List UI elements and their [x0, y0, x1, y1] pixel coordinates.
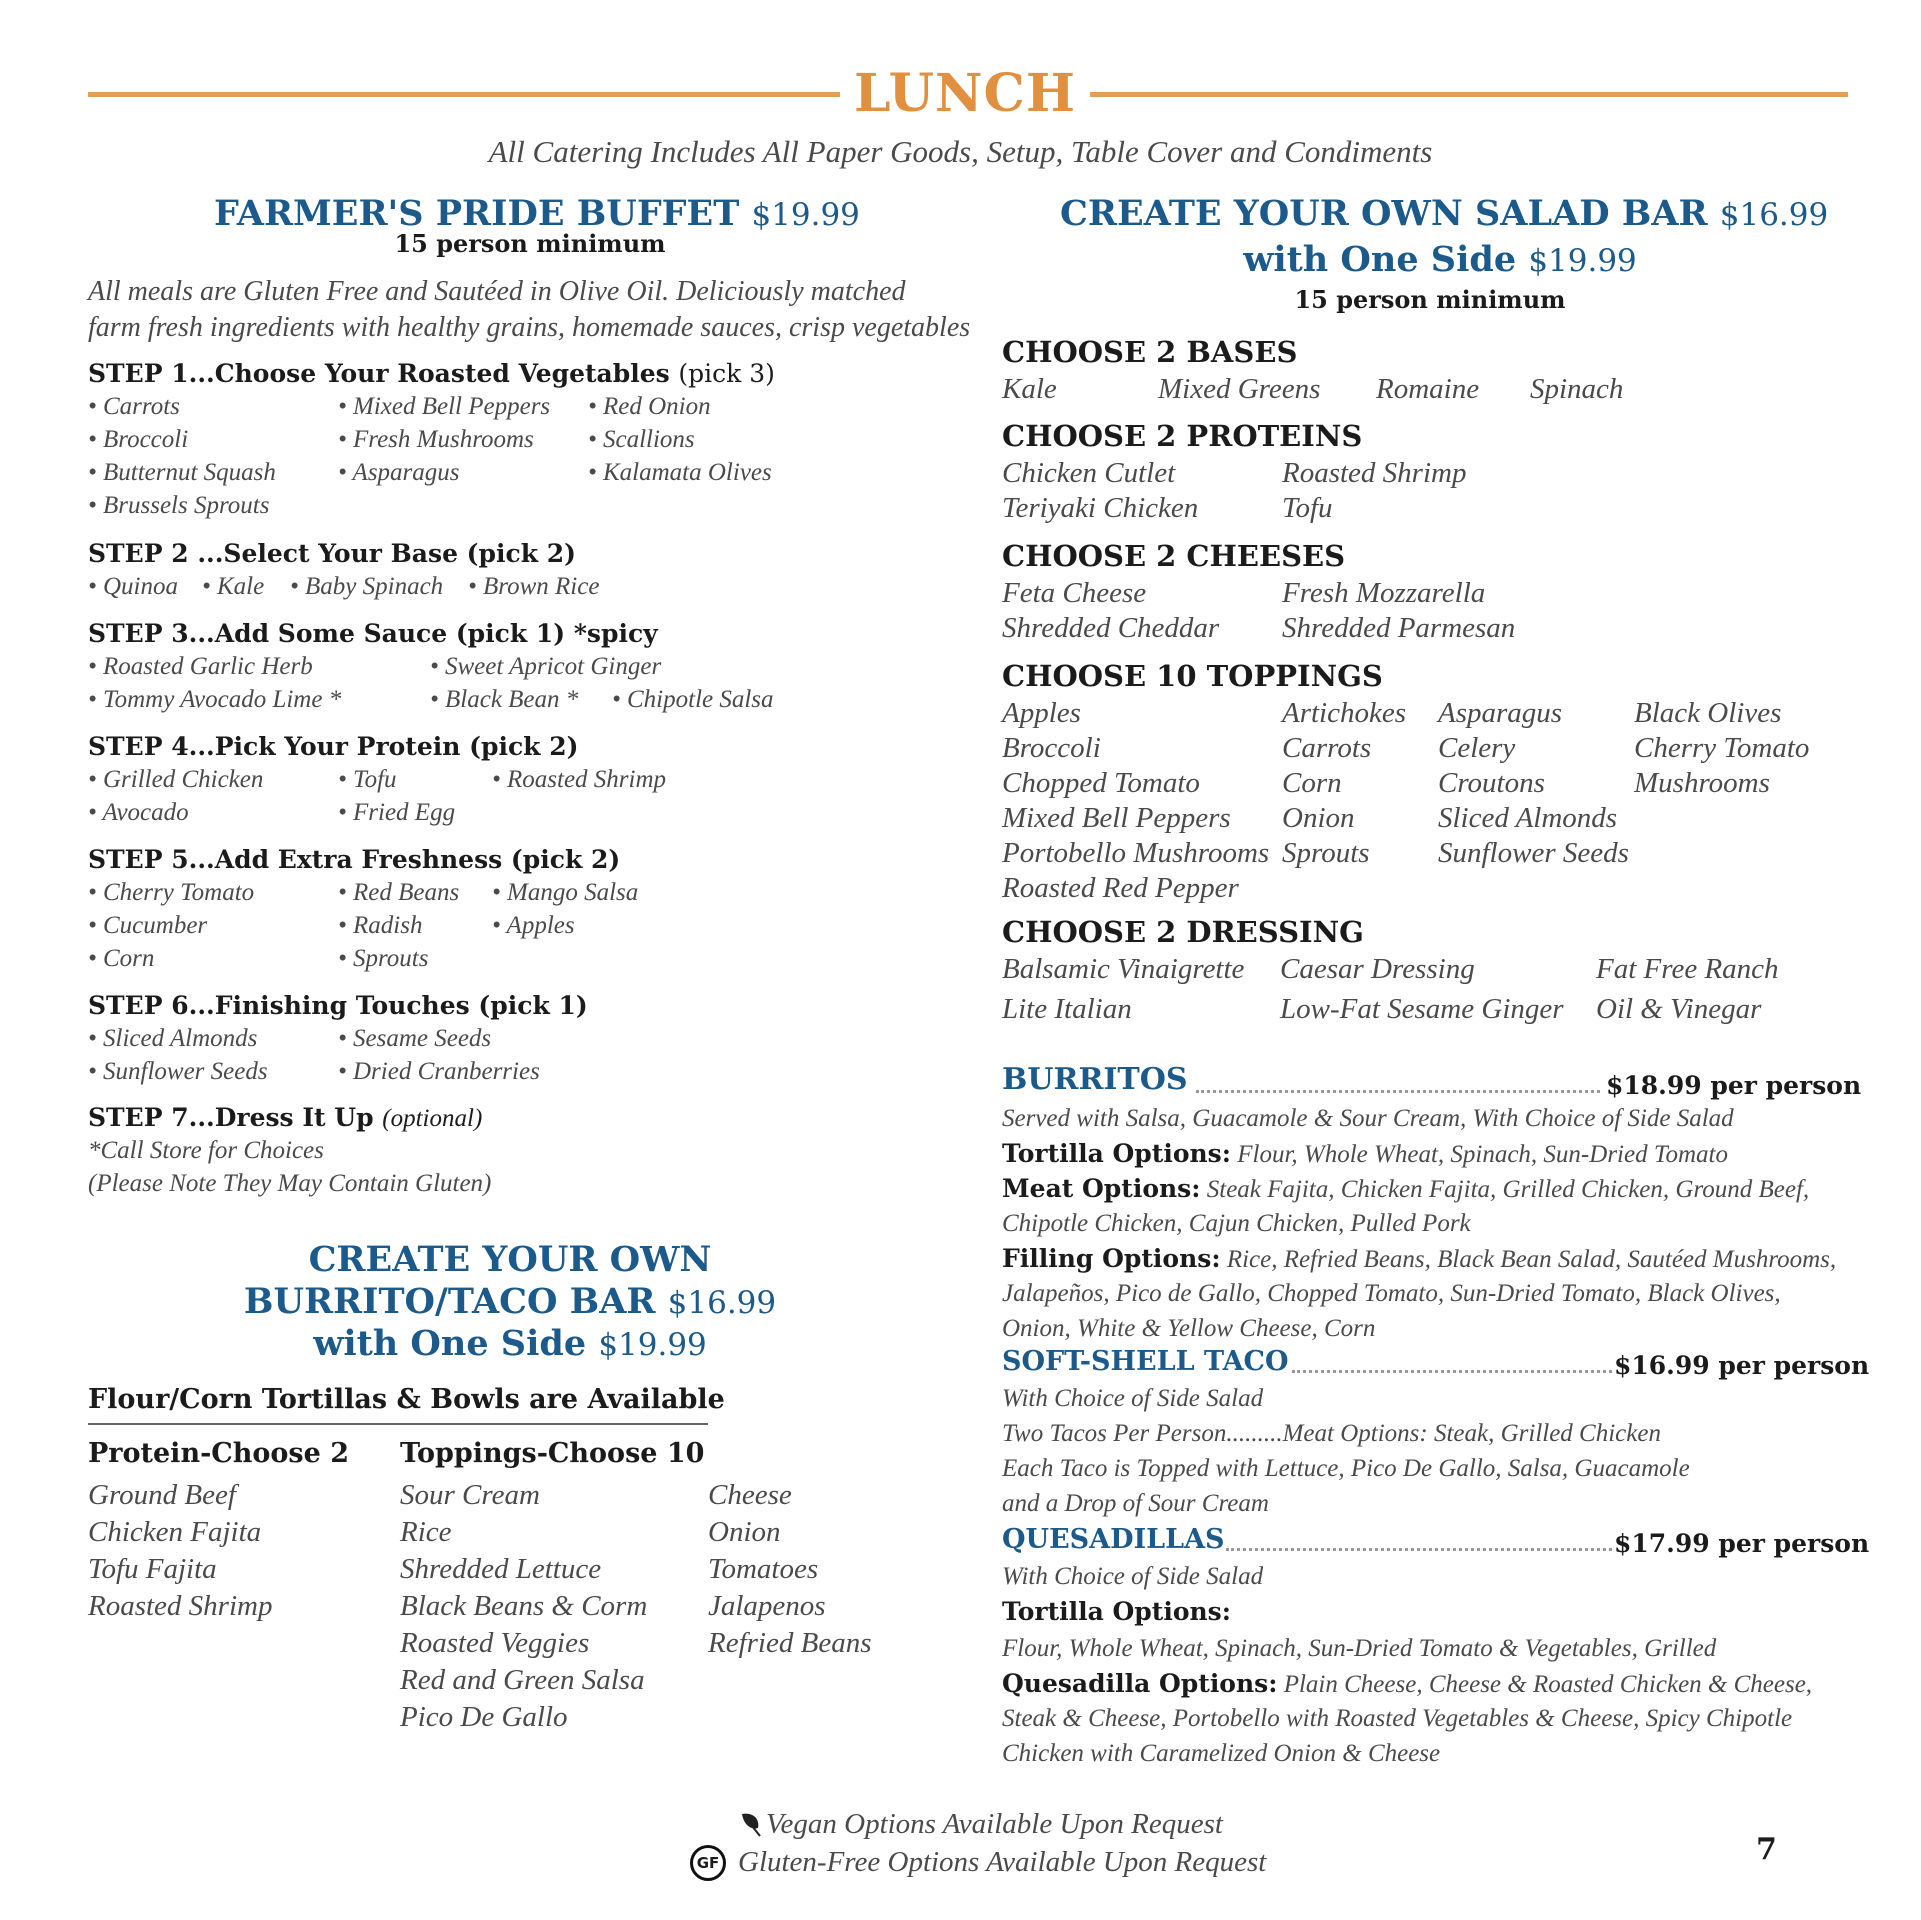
- quesadillas-options: [1002, 1667, 1812, 1702]
- burrito-bar-price: $16.99: [667, 1285, 777, 1321]
- burritos-served: Served with Salsa, Guacamole & Sour Cream, With Choice of Side Salad: [1002, 1105, 1734, 1132]
- page-subtitle: All Catering Includes All Paper Goods, Setup, Table Cover and Condiments: [488, 134, 1433, 169]
- quesadillas-name: QUESADILLAS: [1002, 1524, 1225, 1555]
- list-item: Romaine: [1376, 373, 1480, 405]
- list-item: *Call Store for Choices: [88, 1137, 324, 1164]
- list-item: Feta Cheese: [1002, 577, 1147, 609]
- taco-leader: [1292, 1370, 1612, 1373]
- list-item: • Black Bean *: [430, 686, 579, 713]
- list-item: Balsamic Vinaigrette: [1002, 953, 1245, 985]
- list-item: • Asparagus: [338, 459, 460, 486]
- list-item: Sliced Almonds: [1438, 802, 1618, 834]
- list-item: Tomatoes: [708, 1553, 819, 1585]
- list-item: • Sprouts: [338, 945, 429, 972]
- list-item: Chicken Fajita: [88, 1516, 262, 1548]
- quesadillas-options-3: Chicken with Caramelized Onion & Cheese: [1002, 1740, 1441, 1767]
- list-item: Teriyaki Chicken: [1002, 492, 1199, 524]
- list-item: Shredded Cheddar: [1002, 612, 1220, 644]
- burritos-tortilla: [1002, 1137, 1728, 1172]
- list-item: • Brussels Sprouts: [88, 492, 270, 519]
- leaf-icon: [738, 1810, 764, 1840]
- list-item: Fresh Mozzarella: [1282, 577, 1486, 609]
- quesadillas-options-label: Quesadilla Options:: [1002, 1669, 1278, 1698]
- taco-price: $16.99 per person: [1614, 1351, 1870, 1380]
- list-item: Roasted Shrimp: [88, 1590, 273, 1622]
- quesadillas-options-2: Steak & Cheese, Portobello with Roasted Vegetables & Cheese, Spicy Chipotle: [1002, 1705, 1793, 1732]
- page-number: 7: [1756, 1832, 1777, 1867]
- gluten-free-badge: GF: [690, 1845, 726, 1881]
- burrito-bar-side-price: $19.99: [598, 1327, 707, 1363]
- burritos-filling-value: Rice, Refried Beans, Black Bean Salad, Sautéed Mushrooms,: [1226, 1246, 1837, 1273]
- salad-bar-minimum: 15 person minimum: [1294, 285, 1566, 314]
- burritos-meat: [1002, 1172, 1809, 1207]
- list-item: Chicken Cutlet: [1002, 457, 1176, 489]
- page-title: LUNCH: [853, 63, 1077, 124]
- salad-bar-title: CREATE YOUR OWN SALAD BAR: [1060, 193, 1708, 234]
- farmers-intro-1: All meals are Gluten Free and Sautéed in Olive Oil. Deliciously matched: [88, 276, 906, 307]
- list-item: Jalapenos: [708, 1590, 826, 1622]
- burrito-protein-header: Protein-Choose 2: [88, 1438, 349, 1469]
- burrito-toppings-header: Toppings-Choose 10: [400, 1438, 705, 1469]
- farmers-price: $19.99: [751, 197, 860, 233]
- list-item: Fat Free Ranch: [1596, 953, 1779, 985]
- quesadillas-side: With Choice of Side Salad: [1002, 1563, 1264, 1590]
- list-item: Mixed Greens: [1158, 373, 1321, 405]
- list-item: Corn: [1282, 767, 1342, 799]
- list-item: • Mango Salsa: [492, 879, 639, 906]
- burritos-tortilla-value: Flour, Whole Wheat, Spinach, Sun-Dried Tomato: [1237, 1141, 1728, 1168]
- list-item: • Red Onion: [588, 393, 711, 420]
- list-item: • Cucumber: [88, 912, 208, 939]
- burrito-bar-title-1: CREATE YOUR OWN: [308, 1239, 712, 1280]
- list-item: Croutons: [1438, 767, 1545, 799]
- list-item: Broccoli: [1002, 732, 1101, 764]
- burritos-filling: [1002, 1242, 1836, 1277]
- burritos-name: BURRITOS: [1002, 1062, 1188, 1097]
- list-item: • Tommy Avocado Lime *: [88, 686, 342, 713]
- salad-proteins-header: CHOOSE 2 PROTEINS: [1002, 419, 1363, 453]
- list-item: Rice: [400, 1516, 452, 1548]
- salad-bar-side-price: $19.99: [1528, 243, 1637, 279]
- list-item: • Fried Egg: [338, 799, 456, 826]
- list-item: • Avocado: [88, 799, 189, 826]
- farmers-intro-2: farm fresh ingredients with healthy grains, homemade sauces, crisp vegetables: [88, 312, 971, 343]
- list-item: Roasted Veggies: [400, 1627, 590, 1659]
- list-item: • Grilled Chicken: [88, 766, 264, 793]
- burritos-leader: [1196, 1090, 1600, 1093]
- farmers-minimum: 15 person minimum: [394, 229, 666, 258]
- list-item: Oil & Vinegar: [1596, 993, 1762, 1025]
- step-7-title: [88, 1102, 482, 1135]
- list-item: • Brown Rice: [468, 573, 600, 600]
- list-item: Tofu Fajita: [88, 1553, 217, 1585]
- list-item: Black Olives: [1634, 697, 1782, 729]
- burritos-price: $18.99 per person: [1606, 1071, 1862, 1100]
- list-item: Celery: [1438, 732, 1516, 764]
- taco-name: SOFT-SHELL TACO: [1002, 1346, 1289, 1377]
- list-item: Black Beans & Corm: [400, 1590, 648, 1622]
- list-item: • Scallions: [588, 426, 695, 453]
- list-item: • Apples: [492, 912, 575, 939]
- list-item: Apples: [1002, 697, 1081, 729]
- list-item: Pico De Gallo: [400, 1701, 568, 1733]
- step-3-title: STEP 3...Add Some Sauce (pick 1) *spicy: [88, 619, 658, 648]
- list-item: • Red Beans: [338, 879, 460, 906]
- list-item: Onion: [1282, 802, 1355, 834]
- list-item: • Kale: [202, 573, 265, 600]
- quesadillas-tortilla: Flour, Whole Wheat, Spinach, Sun-Dried Tomato & Vegetables, Grilled: [1002, 1635, 1717, 1662]
- list-item: Red and Green Salsa: [400, 1664, 645, 1696]
- salad-bar-heading: [1060, 192, 1828, 237]
- list-item: Mushrooms: [1634, 767, 1770, 799]
- quesadillas-tortilla-label: [1002, 1595, 1231, 1629]
- list-item: Sour Cream: [400, 1479, 540, 1511]
- list-item: Cheese: [708, 1479, 792, 1511]
- list-item: • Quinoa: [88, 573, 179, 600]
- list-item: Roasted Shrimp: [1282, 457, 1467, 489]
- list-item: Tofu: [1282, 492, 1333, 524]
- burrito-bar-title-2-label: BURRITO/TACO BAR: [243, 1281, 656, 1322]
- list-item: Refried Beans: [708, 1627, 872, 1659]
- taco-line-4: and a Drop of Sour Cream: [1002, 1490, 1269, 1517]
- list-item: • Sesame Seeds: [338, 1025, 492, 1052]
- burrito-bar-side: [90, 1322, 930, 1367]
- burrito-bar-note: Flour/Corn Tortillas & Bowls are Available: [88, 1384, 725, 1415]
- list-item: • Sweet Apricot Ginger: [430, 653, 662, 680]
- farmers-title: FARMER'S PRIDE BUFFET: [214, 193, 740, 234]
- list-item: Portobello Mushrooms: [1002, 837, 1270, 869]
- burritos-meat-2: Chipotle Chicken, Cajun Chicken, Pulled Pork: [1002, 1210, 1471, 1237]
- step-1-title: [88, 358, 775, 390]
- burrito-bar-side-label: with One Side: [313, 1323, 587, 1364]
- list-item: Ground Beef: [88, 1479, 236, 1511]
- header-rule-left: [88, 92, 840, 97]
- salad-bases-header: CHOOSE 2 BASES: [1002, 335, 1298, 369]
- list-item: • Corn: [88, 945, 155, 972]
- list-item: Shredded Parmesan: [1282, 612, 1516, 644]
- list-item: Asparagus: [1438, 697, 1563, 729]
- burritos-meat-label: Meat Options:: [1002, 1174, 1201, 1203]
- step-4-title: STEP 4...Pick Your Protein (pick 2): [88, 732, 579, 761]
- list-item: • Dried Cranberries: [338, 1058, 540, 1085]
- list-item: Caesar Dressing: [1280, 953, 1475, 985]
- burritos-filling-label: Filling Options:: [1002, 1244, 1221, 1273]
- burritos-meat-value: Steak Fajita, Chicken Fajita, Grilled Chicken, Ground Beef,: [1206, 1176, 1810, 1203]
- step-1-note: (pick 3): [678, 359, 775, 388]
- list-item: • Radish: [338, 912, 423, 939]
- burrito-bar-title-2: [90, 1280, 930, 1325]
- list-item: • Roasted Garlic Herb: [88, 653, 313, 680]
- quesadillas-options-value: Plain Cheese, Cheese & Roasted Chicken & Cheese,: [1283, 1671, 1813, 1698]
- taco-line-1: With Choice of Side Salad: [1002, 1385, 1264, 1412]
- list-item: (Please Note They May Contain Gluten): [88, 1170, 492, 1197]
- list-item: • Fresh Mushrooms: [338, 426, 534, 453]
- list-item: Mixed Bell Peppers: [1002, 802, 1231, 834]
- salad-bar-side: [1000, 238, 1880, 283]
- salad-bar-price: $16.99: [1719, 197, 1829, 233]
- step-7-note: (optional): [382, 1105, 483, 1132]
- salad-dressing-header: CHOOSE 2 DRESSING: [1002, 915, 1364, 949]
- step-6-title: STEP 6...Finishing Touches (pick 1): [88, 991, 588, 1020]
- list-item: Carrots: [1282, 732, 1372, 764]
- list-item: Sprouts: [1282, 837, 1370, 869]
- quesadillas-price: $17.99 per person: [1614, 1529, 1870, 1558]
- list-item: • Kalamata Olives: [588, 459, 772, 486]
- list-item: Cherry Tomato: [1634, 732, 1810, 764]
- list-item: • Cherry Tomato: [88, 879, 255, 906]
- taco-line-3: Each Taco is Topped with Lettuce, Pico De Gallo, Salsa, Guacamole: [1002, 1455, 1690, 1482]
- list-item: Sunflower Seeds: [1438, 837, 1629, 869]
- list-item: Artichokes: [1282, 697, 1407, 729]
- list-item: Lite Italian: [1002, 993, 1132, 1025]
- list-item: • Sliced Almonds: [88, 1025, 258, 1052]
- salad-cheeses-header: CHOOSE 2 CHEESES: [1002, 539, 1346, 573]
- list-item: Onion: [708, 1516, 781, 1548]
- step-5-title: STEP 5...Add Extra Freshness (pick 2): [88, 845, 621, 874]
- step-7-label: STEP 7...Dress It Up: [88, 1103, 374, 1132]
- gluten-free-note: Gluten-Free Options Available Upon Request: [738, 1846, 1267, 1878]
- salad-bar-side-label: with One Side: [1243, 239, 1517, 280]
- quesadillas-tortilla-label-text: Tortilla Options:: [1002, 1597, 1231, 1626]
- list-item: • Baby Spinach: [290, 573, 444, 600]
- header-rule-right: [1090, 92, 1848, 97]
- list-item: • Mixed Bell Peppers: [338, 393, 551, 420]
- list-item: Roasted Red Pepper: [1002, 872, 1239, 904]
- list-item: Shredded Lettuce: [400, 1553, 602, 1585]
- burritos-filling-3: Onion, White & Yellow Cheese, Corn: [1002, 1315, 1376, 1342]
- list-item: • Butternut Squash: [88, 459, 276, 486]
- quesadillas-leader: [1226, 1548, 1612, 1551]
- list-item: • Sunflower Seeds: [88, 1058, 268, 1085]
- step-1-label: STEP 1...Choose Your Roasted Vegetables: [88, 359, 670, 388]
- list-item: • Roasted Shrimp: [492, 766, 667, 793]
- salad-toppings-header: CHOOSE 10 TOPPINGS: [1002, 659, 1383, 693]
- list-item: Chopped Tomato: [1002, 767, 1200, 799]
- burritos-filling-2: Jalapeños, Pico de Gallo, Chopped Tomato, Sun-Dried Tomato, Black Olives,: [1002, 1280, 1781, 1307]
- list-item: • Tofu: [338, 766, 397, 793]
- vegan-note: Vegan Options Available Upon Request: [766, 1808, 1223, 1840]
- list-item: Kale: [1002, 373, 1057, 405]
- burritos-tortilla-label: Tortilla Options:: [1002, 1139, 1231, 1168]
- list-item: • Carrots: [88, 393, 180, 420]
- taco-line-2: Two Tacos Per Person.........Meat Options: Steak, Grilled Chicken: [1002, 1420, 1661, 1447]
- list-item: Spinach: [1530, 373, 1624, 405]
- list-item: • Broccoli: [88, 426, 189, 453]
- list-item: • Chipotle Salsa: [612, 686, 774, 713]
- burrito-bar-divider: [88, 1423, 708, 1425]
- step-2-title: STEP 2 ...Select Your Base (pick 2): [88, 539, 576, 568]
- list-item: Low-Fat Sesame Ginger: [1280, 993, 1564, 1025]
